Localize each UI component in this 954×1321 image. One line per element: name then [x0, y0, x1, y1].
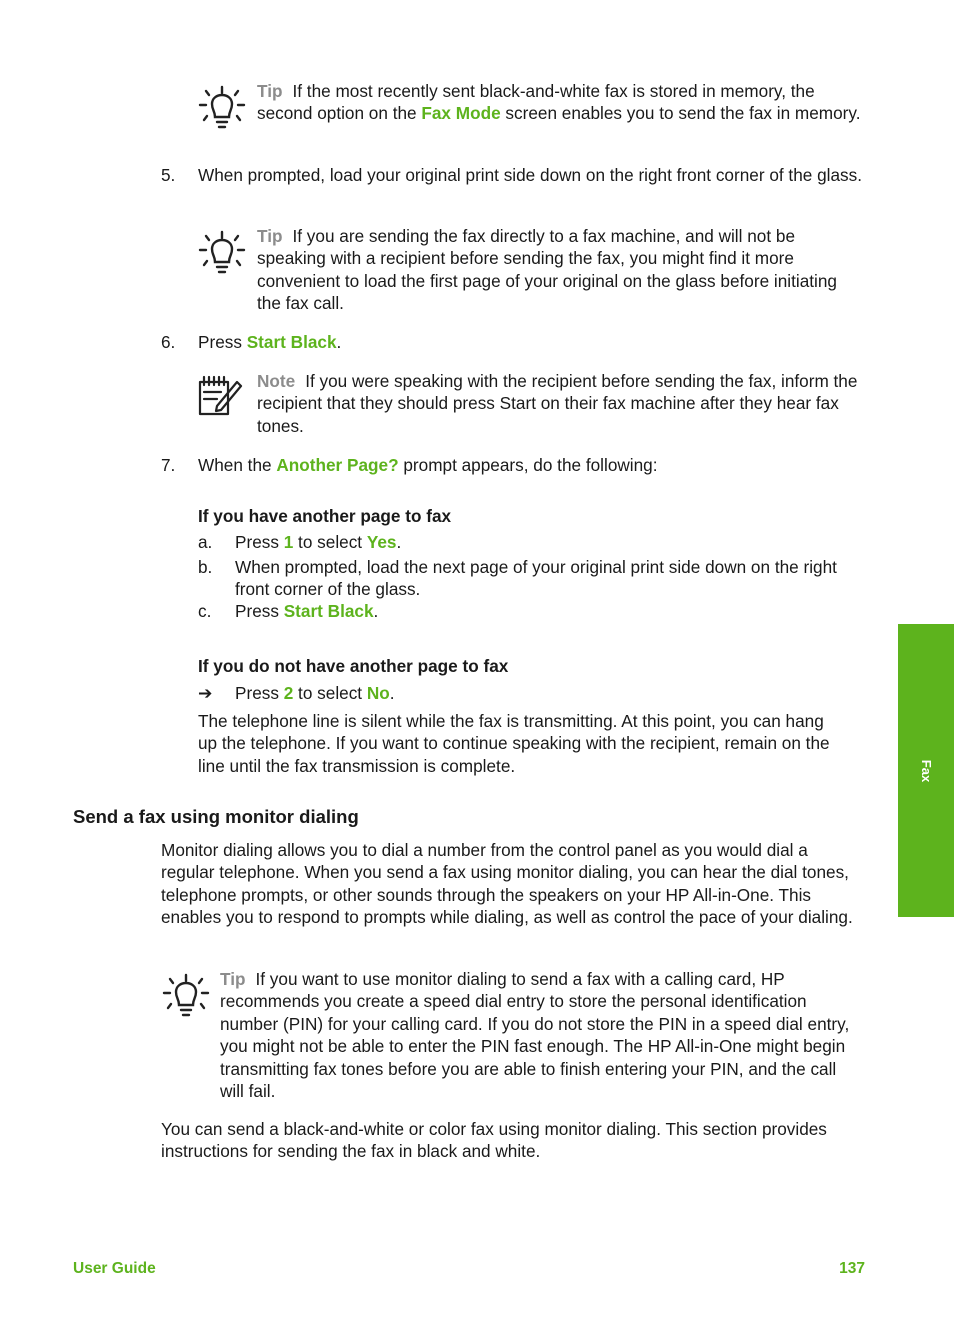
- page-number: 137: [839, 1260, 865, 1277]
- substep-text: Press Start Black.: [235, 601, 379, 621]
- substep-letter: b.: [198, 557, 213, 577]
- another-page-term: Another Page?: [276, 455, 399, 475]
- subheading: If you have another page to fax: [198, 506, 452, 526]
- step-number: 7.: [161, 455, 176, 475]
- side-tab-label: Fax: [919, 759, 935, 782]
- tip-block: Tip If the most recently sent black-and-white fax is stored in memory, the second option on the Fax Mode screen enables you to send the fax in memory.: [257, 81, 861, 124]
- step-text: When the Another Page? prompt appears, do the following:: [198, 455, 658, 475]
- notepad-note-icon: [197, 374, 243, 418]
- substep-text: Press 1 to select Yes.: [235, 532, 402, 552]
- tip-label: Tip: [257, 81, 283, 101]
- step-text: When prompted, load your original print side down on the right front corner of the glass.: [198, 165, 862, 185]
- arrow-icon: ➔: [198, 683, 213, 703]
- section-heading: Send a fax using monitor dialing: [73, 806, 359, 827]
- fax-mode-term: Fax Mode: [421, 103, 501, 124]
- paragraph: The telephone line is silent while the fax is transmitting. At this point, you can hang up the telephone. If you want to continue speaking with the recipient, remain on the line until the fax transmission is complete.: [198, 711, 830, 776]
- footer-title: User Guide: [73, 1260, 156, 1277]
- lightbulb-tip-icon: [198, 84, 246, 132]
- step-text: Press Start Black.: [198, 332, 342, 352]
- substep-letter: a.: [198, 532, 213, 552]
- tip-block: Tip If you want to use monitor dialing to send a fax with a calling card, HP recommends you create a speed dial entry to store the personal identification number (PIN) for your calling card. If you do not store the PIN in a speed dial entry, you might not be able to enter the PIN fast enough. The HP All-in-One might begin transmitting fax tones before you are able to finish entering your PIN, and the call will fail.: [220, 969, 850, 1102]
- start-black-term: Start Black: [246, 332, 337, 352]
- tip-block: Tip If you are sending the fax directly to a fax machine, and will not be speaking with a recipient before sending the fax, you might find it more convenient to load the first page of your original on the glass before initiating the fax call.: [257, 226, 837, 314]
- note-block: Note If you were speaking with the recipient before sending the fax, inform the recipient that they should press Start on their fax machine after they hear fax tones.: [257, 371, 858, 436]
- paragraph: Monitor dialing allows you to dial a number from the control panel as you would dial a regular telephone. When you send a fax using monitor dialing, you can hear the dial tones, telephone prompts, or other sounds through the speakers on your HP All-in-One. This enables you to respond to prompts while dialing, as well as control the pace of your dialing.: [161, 840, 853, 928]
- lightbulb-tip-icon: [162, 972, 210, 1020]
- substep-text: When prompted, load the next page of your original print side down on the right front corner of the glass.: [235, 557, 837, 600]
- tip-label: Tip: [257, 226, 283, 246]
- step-number: 5.: [161, 165, 176, 185]
- substep-letter: c.: [198, 601, 212, 621]
- side-tab-fax: [898, 624, 954, 917]
- tip-label: Tip: [220, 969, 246, 989]
- subheading: If you do not have another page to fax: [198, 656, 509, 676]
- paragraph: You can send a black-and-white or color fax using monitor dialing. This section provides instructions for sending the fax in black and white.: [161, 1119, 827, 1162]
- note-label: Note: [257, 371, 296, 391]
- substep-text: Press 2 to select No.: [235, 683, 395, 703]
- step-number: 6.: [161, 332, 176, 352]
- lightbulb-tip-icon: [198, 229, 246, 277]
